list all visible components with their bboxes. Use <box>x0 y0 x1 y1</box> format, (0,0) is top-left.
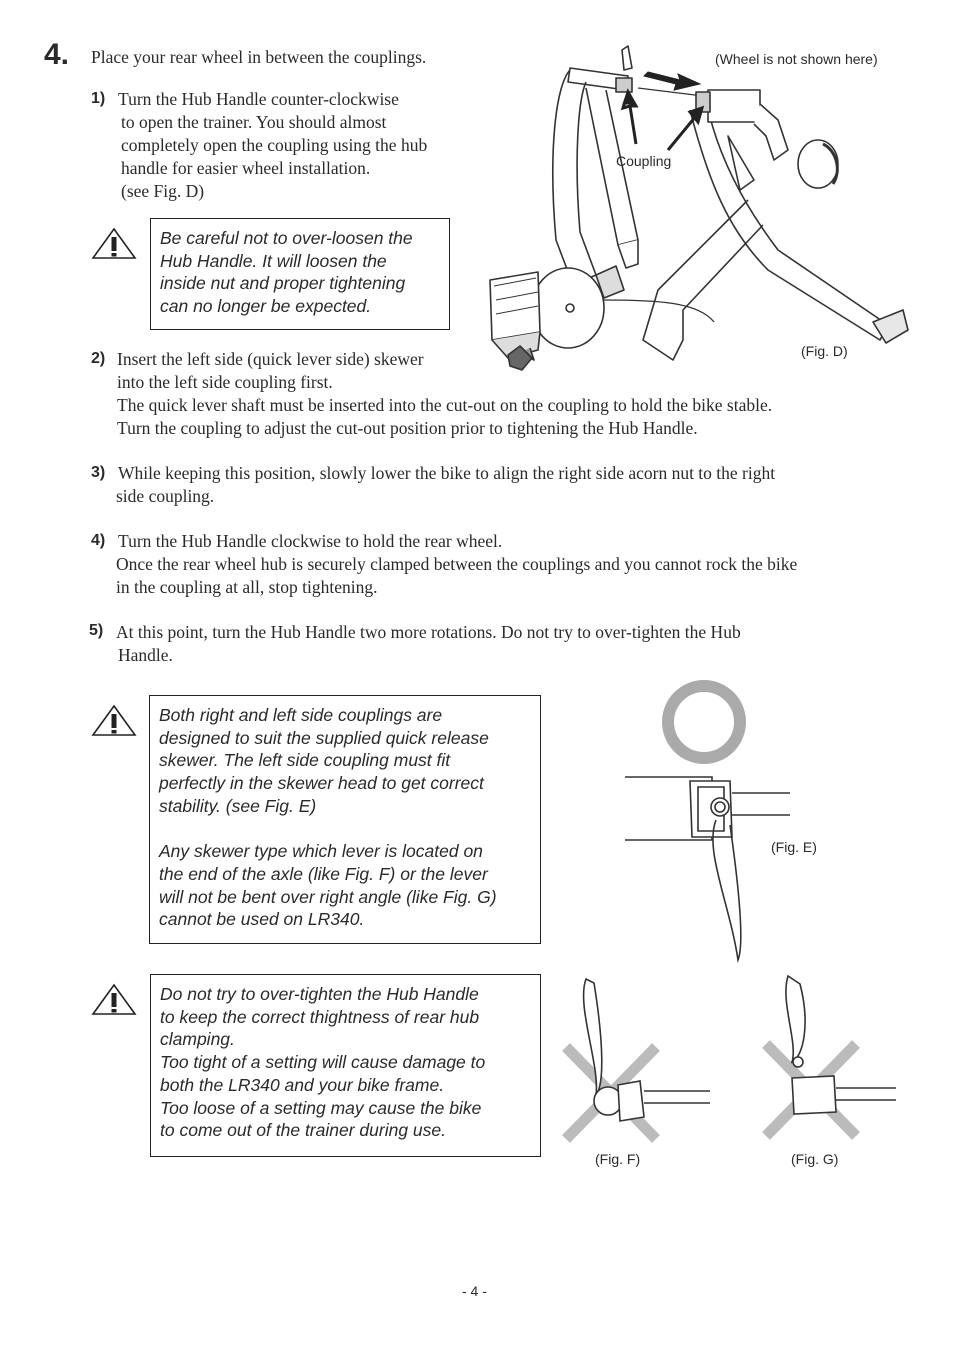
line: Handle. <box>118 645 173 665</box>
page-number: - 4 - <box>462 1283 487 1299</box>
coupling-label: Coupling <box>616 153 672 169</box>
blank-line <box>159 818 531 841</box>
trainer-illustration <box>478 40 918 380</box>
line: the end of the axle (like Fig. F) or the lever <box>159 863 488 884</box>
line: side coupling. <box>116 486 215 506</box>
line: to keep the correct thightness of rear hub <box>160 1006 480 1027</box>
warning-box-couplings <box>149 695 541 944</box>
substep-5-text <box>116 621 741 667</box>
warning-box-loosen <box>150 218 450 330</box>
substep-1-text <box>118 88 427 203</box>
line: perfectly in the skewer head to get correct <box>159 773 484 794</box>
fig-e-caption: (Fig. E) <box>771 839 817 855</box>
fig-g-illustration <box>760 972 900 1142</box>
line: into the left side coupling first. <box>117 372 333 392</box>
line: clamping. <box>160 1029 235 1050</box>
line: inside nut and proper tightening <box>160 273 406 294</box>
line: Hub Handle. It will loosen the <box>160 250 387 271</box>
line: Any skewer type which lever is located on <box>159 841 483 862</box>
line: to open the trainer. You should almost <box>121 112 387 132</box>
substep-2-number: 2) <box>91 350 106 367</box>
line: The quick lever shaft must be inserted into the cut-out on the coupling to hold the bike stable. <box>117 395 773 415</box>
warning-triangle-icon <box>91 983 137 1016</box>
fig-f-illustration <box>560 975 715 1145</box>
warning-triangle-icon <box>91 704 137 737</box>
line: Be careful not to over-loosen the <box>160 228 413 248</box>
line: At this point, turn the Hub Handle two more rotations. Do not try to over-tighten the Hub <box>116 622 741 642</box>
line: Turn the Hub Handle counter-clockwise <box>118 89 399 109</box>
line: will not be bent over right angle (like Fig. G) <box>159 886 497 907</box>
substep-1-number: 1) <box>91 90 106 107</box>
substep-5-number: 5) <box>89 622 104 639</box>
line: Do not try to over-tighten the Hub Handle <box>160 984 479 1004</box>
fig-d-note: (Wheel is not shown here) <box>715 51 878 67</box>
warning-triangle-icon <box>91 227 137 260</box>
substep-3-number: 3) <box>91 464 106 481</box>
line: to come out of the trainer during use. <box>160 1120 446 1141</box>
substep-3-text <box>116 462 775 508</box>
warning-box-overtighten <box>150 974 541 1157</box>
line: Too loose of a setting may cause the bike <box>160 1097 482 1118</box>
line: stability. (see Fig. E) <box>159 795 317 816</box>
line: completely open the coupling using the hub <box>121 135 428 155</box>
substep-4-text <box>116 530 797 599</box>
line: designed to suit the supplied quick release <box>159 727 489 748</box>
fig-d-caption: (Fig. D) <box>801 343 848 359</box>
line: cannot be used on LR340. <box>159 909 365 930</box>
ok-circle-icon <box>668 686 740 758</box>
line: Too tight of a setting will cause damage to <box>160 1052 486 1073</box>
fig-g-caption: (Fig. G) <box>791 1151 839 1167</box>
line: can no longer be expected. <box>160 296 372 317</box>
line: While keeping this position, slowly lower the bike to align the right side acorn nut to the right <box>118 463 776 483</box>
line: both the LR340 and your bike frame. <box>160 1074 445 1095</box>
line: Both right and left side couplings are <box>159 705 443 725</box>
line: Turn the Hub Handle clockwise to hold the rear wheel. <box>118 531 503 551</box>
line: skewer. The left side coupling must fit <box>159 750 451 771</box>
line: Insert the left side (quick lever side) skewer <box>117 349 424 369</box>
fig-e-illustration <box>620 675 800 965</box>
line: Turn the coupling to adjust the cut-out position prior to tightening the Hub Handle. <box>117 418 698 438</box>
fig-f-caption: (Fig. F) <box>595 1151 641 1167</box>
line: (see Fig. D) <box>121 181 205 201</box>
line: Once the rear wheel hub is securely clamped between the couplings and you cannot rock the bike <box>116 554 798 574</box>
substep-4-number: 4) <box>91 532 106 549</box>
step-intro: Place your rear wheel in between the couplings. <box>91 47 427 67</box>
line: in the coupling at all, stop tightening. <box>116 577 378 597</box>
line: handle for easier wheel installation. <box>121 158 371 178</box>
step-number: 4. <box>44 38 70 71</box>
